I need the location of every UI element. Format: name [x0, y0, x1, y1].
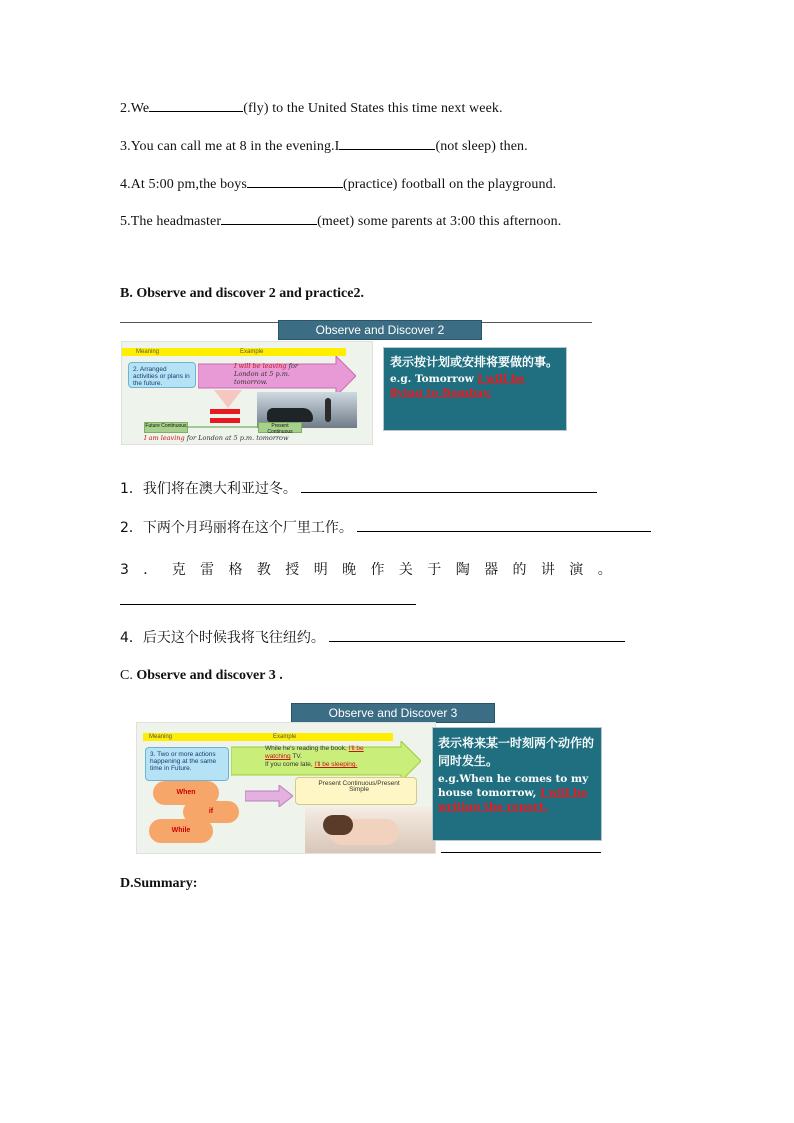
- example-sentence: e.g. Tomorrow I will be flying to Bombay.: [390, 373, 525, 399]
- example-text: I will be leaving for London at 5 p.m. tomorrow.: [234, 362, 298, 386]
- hair-shape: [323, 815, 353, 835]
- bottom-example: I am leaving for London at 5 p.m. tomorrow: [144, 434, 289, 442]
- exercise-item-4: 4.At 5:00 pm,the boys (practice) football on the playground.: [120, 174, 556, 193]
- person-shape: [325, 398, 331, 422]
- meaning-box: 2. Arranged activities or plans in the future.: [128, 362, 196, 388]
- answer-blank[interactable]: [120, 604, 416, 605]
- translation-item-3: 3．克雷格教授明晚作关于陶器的讲演。: [120, 562, 627, 578]
- equals-sign: [210, 409, 240, 414]
- down-arrow-shape: [214, 390, 242, 408]
- exercise-item-2: 2.We (fly) to the United States this time next week.: [120, 98, 503, 117]
- explanation-box-2: [383, 347, 567, 431]
- cloud-if: if: [183, 801, 239, 823]
- observe-slide-2: [121, 341, 373, 445]
- answer-blank[interactable]: [149, 98, 243, 112]
- cloud-when: When: [153, 781, 219, 805]
- car-shape: [267, 408, 313, 422]
- translation-item-2: 2．下两个月玛丽将在这个厂里工作。: [120, 517, 651, 537]
- answer-blank[interactable]: [221, 211, 317, 225]
- section-b-heading: B. Observe and discover 2 and practice2.: [120, 286, 364, 301]
- translation-item-1: 1．我们将在澳大利亚过冬。: [120, 478, 597, 498]
- answer-blank[interactable]: [329, 628, 625, 642]
- observe-slide-3: [136, 722, 436, 854]
- cloud-while: While: [149, 819, 213, 843]
- right-arrow-shape: [245, 785, 293, 807]
- explanation-text: 表示将来某一时刻两个动作的同时发生。: [438, 736, 595, 768]
- answer-blank[interactable]: [339, 136, 435, 150]
- divider: [441, 852, 601, 853]
- slide-title-tab: Observe and Discover 2: [278, 320, 482, 340]
- equals-sign-bar: [210, 418, 240, 423]
- explanation-text: 表示按计划或安排将要做的事。: [390, 355, 559, 369]
- answer-blank[interactable]: [301, 479, 597, 493]
- answer-blank[interactable]: [357, 518, 651, 532]
- future-continuous-label: Future Continuous: [144, 422, 188, 433]
- meaning-box: 3. Two or more actions happening at the same time in Future.: [145, 747, 229, 781]
- section-c-heading: C. Observe and discover 3 .: [120, 668, 283, 683]
- section-d-heading: D.Summary:: [120, 876, 198, 891]
- connector-arrow: [186, 424, 258, 430]
- exercise-item-3: 3.You can call me at 8 in the evening.I (not sleep) then.: [120, 136, 528, 155]
- exercise-item-5: 5.The headmaster (meet) some parents at 3:00 this afternoon.: [120, 211, 561, 230]
- example-sentence: e.g.When he comes to my house tomorrow, I will be writing the report.: [438, 773, 589, 813]
- sleeping-photo: [305, 807, 435, 853]
- slide-title-tab: Observe and Discover 3: [291, 703, 495, 723]
- scroll-shape: Present Continuous/Present Simple: [295, 777, 417, 805]
- example-text: While he's reading the book, I'll be watching TV. If you come late, I'll be sleeping.: [265, 745, 364, 768]
- explanation-box-3: [432, 727, 602, 841]
- present-continuous-label: Present Continuous: [258, 422, 302, 433]
- translation-item-4: 4．后天这个时候我将飞往纽约。: [120, 627, 625, 647]
- answer-blank[interactable]: [247, 174, 343, 188]
- slide-header-bar: Meaning Example: [143, 733, 393, 741]
- slide-header-bar: Meaning Example: [122, 348, 346, 356]
